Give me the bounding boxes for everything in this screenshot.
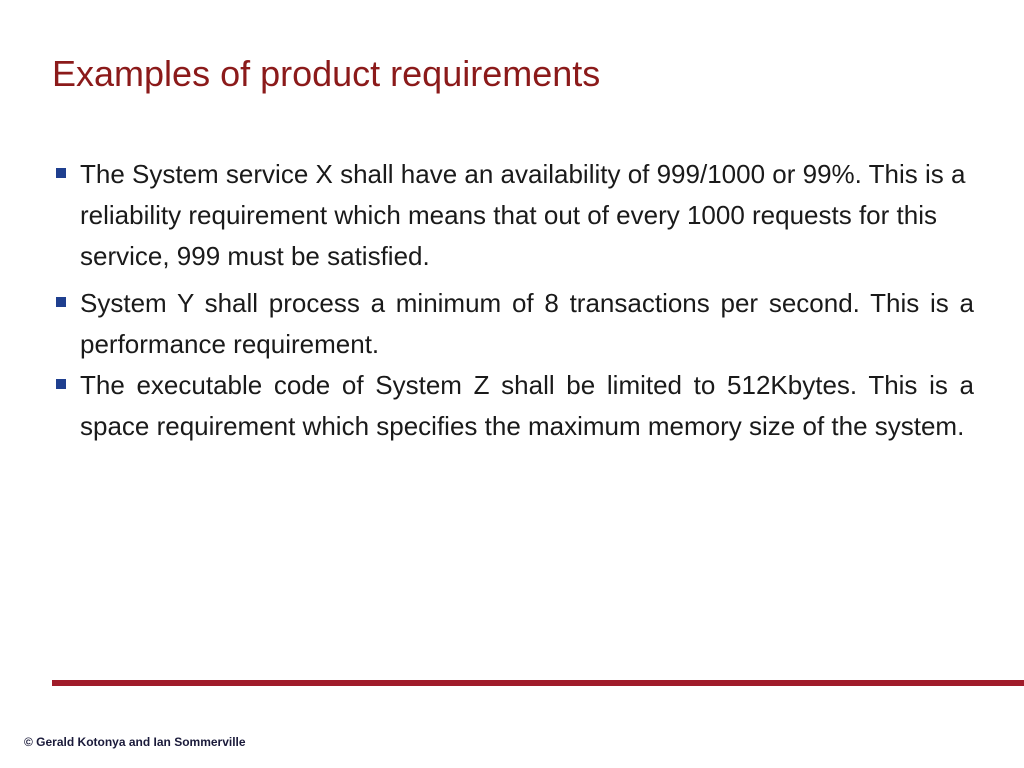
- bullet-list: [56, 154, 974, 453]
- square-bullet-icon: [56, 297, 66, 307]
- list-item: [56, 365, 974, 447]
- footer-copyright: © Gerald Kotonya and Ian Sommerville: [24, 735, 246, 749]
- bullet-text: The System service X shall have an availability of 999/1000 or 99%. This is a reliability requirement which means that out of every 1000 requests for this service, 999 must be satisfied.: [80, 159, 966, 271]
- square-bullet-icon: [56, 168, 66, 178]
- square-bullet-icon: [56, 379, 66, 389]
- list-item: [56, 283, 974, 365]
- bullet-text: The executable code of System Z shall be limited to 512Kbytes. This is a space requirement which specifies the maximum memory size of the system.: [80, 370, 974, 441]
- footer-divider: [52, 680, 1024, 686]
- list-item: [56, 154, 974, 277]
- slide-title: Examples of product requirements: [52, 53, 601, 94]
- bullet-text: System Y shall process a minimum of 8 transactions per second. This is a performance requirement.: [80, 288, 974, 359]
